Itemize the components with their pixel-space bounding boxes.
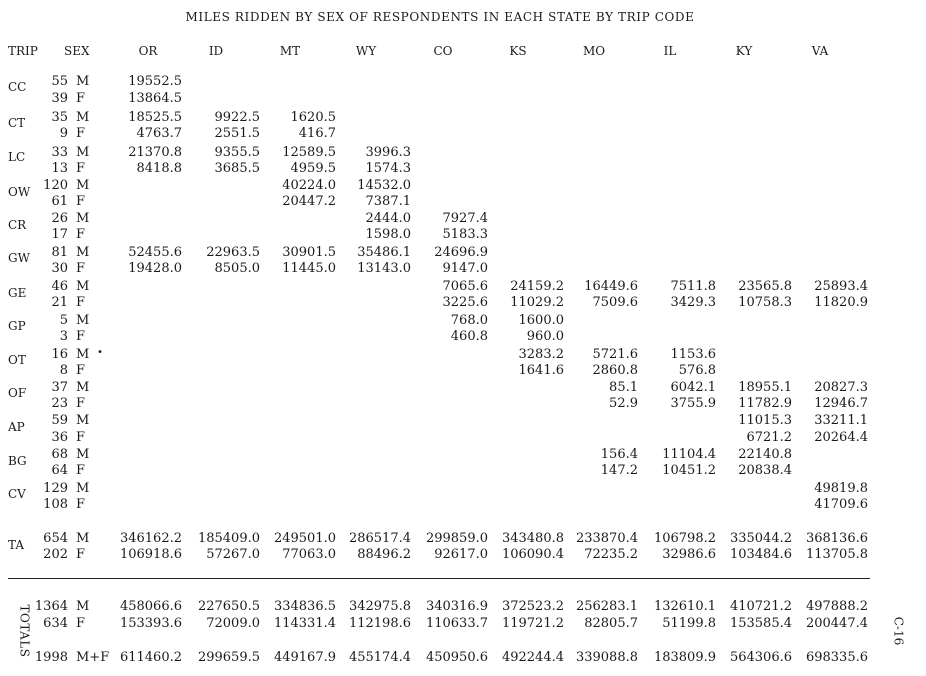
respondent-count: 33 <box>51 145 68 160</box>
miles-value-mo: 233870.4 <box>575 531 638 546</box>
miles-value-va: 113705.8 <box>805 547 868 562</box>
respondent-count: 17 <box>51 227 68 242</box>
totals-divider <box>8 578 870 579</box>
trip-code: GW <box>8 251 30 265</box>
miles-value-co: 340316.9 <box>425 599 488 614</box>
miles-value-mt: 11445.0 <box>282 261 336 276</box>
respondent-count: 129 <box>43 481 68 496</box>
miles-value-or: 21370.8 <box>128 145 182 160</box>
sex-code: M <box>76 531 90 546</box>
page-title: MILES RIDDEN BY SEX OF RESPONDENTS IN EACH STATE BY TRIP CODE <box>185 10 695 24</box>
trip-code: TA <box>8 538 25 552</box>
sex-code: F <box>76 161 86 176</box>
miles-value-mo: 339088.8 <box>575 650 638 665</box>
miles-value-wy: 3996.3 <box>365 145 411 160</box>
respondent-count: 634 <box>43 616 68 631</box>
miles-value-il: 3429.3 <box>670 295 716 310</box>
trip-code: OF <box>8 386 27 400</box>
table-row <box>0 380 926 395</box>
miles-value-mo: 2860.8 <box>592 363 638 378</box>
trip-code: LC <box>8 150 26 164</box>
miles-value-il: 7511.8 <box>670 279 716 294</box>
miles-value-va: 20264.4 <box>814 430 868 445</box>
respondent-count: 16 <box>51 347 68 362</box>
sex-code: F <box>76 295 86 310</box>
trip-code: OT <box>8 353 26 367</box>
miles-value-id: 227650.5 <box>197 599 260 614</box>
table-row <box>0 227 926 242</box>
miles-value-va: 49819.8 <box>814 481 868 496</box>
table-row <box>0 145 926 160</box>
miles-value-ky: 20838.4 <box>738 463 792 478</box>
sex-code: F <box>76 126 86 141</box>
table-row <box>0 329 926 344</box>
table-row <box>0 396 926 411</box>
miles-value-mt: 449167.9 <box>273 650 336 665</box>
sex-code: M <box>76 211 90 226</box>
table-row <box>0 616 926 631</box>
miles-value-mt: 114331.4 <box>273 616 336 631</box>
miles-value-va: 200447.4 <box>805 616 868 631</box>
miles-value-co: 92617.0 <box>434 547 488 562</box>
respondent-count: 36 <box>51 430 68 445</box>
miles-value-ky: 153585.4 <box>729 616 792 631</box>
miles-value-mt: 20447.2 <box>282 194 336 209</box>
miles-value-ky: 335044.2 <box>729 531 792 546</box>
miles-value-id: 9922.5 <box>214 110 260 125</box>
trip-code: BG <box>8 454 27 468</box>
respondent-count: 46 <box>51 279 68 294</box>
miles-value-ks: 3283.2 <box>518 347 564 362</box>
miles-value-or: 13864.5 <box>128 91 182 106</box>
miles-value-co: 7065.6 <box>442 279 488 294</box>
miles-value-ks: 1600.0 <box>518 313 564 328</box>
miles-value-ks: 11029.2 <box>510 295 564 310</box>
miles-value-va: 25893.4 <box>814 279 868 294</box>
sex-code: M <box>76 599 90 614</box>
miles-value-wy: 7387.1 <box>365 194 411 209</box>
table-row <box>0 313 926 328</box>
trip-code: CC <box>8 80 27 94</box>
miles-value-mt: 12589.5 <box>282 145 336 160</box>
miles-value-mo: 85.1 <box>609 380 638 395</box>
respondent-count: 108 <box>43 497 68 512</box>
respondent-count: 39 <box>51 91 68 106</box>
miles-value-mo: 52.9 <box>609 396 638 411</box>
table-row <box>0 413 926 428</box>
table-row <box>0 481 926 496</box>
sex-code: F <box>76 194 86 209</box>
miles-value-il: 183809.9 <box>653 650 716 665</box>
respondent-count: 8 <box>59 363 68 378</box>
sex-code: F <box>76 329 86 344</box>
header-state-va: VA <box>811 44 829 58</box>
miles-value-va: 41709.6 <box>814 497 868 512</box>
miles-value-wy: 342975.8 <box>348 599 411 614</box>
miles-value-or: 19552.5 <box>128 74 182 89</box>
miles-value-ky: 23565.8 <box>738 279 792 294</box>
header-state-ky: KY <box>735 44 753 58</box>
miles-value-va: 698335.6 <box>805 650 868 665</box>
miles-value-co: 110633.7 <box>425 616 488 631</box>
header-state-il: IL <box>663 44 677 58</box>
miles-value-or: 346162.2 <box>119 531 182 546</box>
miles-value-co: 5183.3 <box>442 227 488 242</box>
trip-code: CV <box>8 487 26 501</box>
respondent-count: 55 <box>51 74 68 89</box>
sex-code: F <box>76 497 86 512</box>
miles-value-ky: 18955.1 <box>738 380 792 395</box>
sex-code: M <box>76 110 90 125</box>
miles-value-co: 768.0 <box>450 313 488 328</box>
respondent-count: 23 <box>51 396 68 411</box>
miles-value-or: 4763.7 <box>136 126 182 141</box>
sex-code: M <box>76 74 90 89</box>
sex-code: F <box>76 227 86 242</box>
miles-value-mo: 256283.1 <box>575 599 638 614</box>
miles-value-il: 132610.1 <box>653 599 716 614</box>
respondent-count: 81 <box>51 245 68 260</box>
miles-value-ks: 372523.2 <box>501 599 564 614</box>
miles-value-or: 52455.6 <box>128 245 182 260</box>
miles-value-co: 450950.6 <box>425 650 488 665</box>
sex-code: F <box>76 363 86 378</box>
sex-code: M <box>76 178 90 193</box>
miles-value-va: 33211.1 <box>814 413 868 428</box>
header-sex: SEX <box>64 44 90 58</box>
table-row <box>0 261 926 276</box>
miles-value-mo: 147.2 <box>600 463 638 478</box>
sex-code: M <box>76 245 90 260</box>
sex-code: M+F <box>76 650 110 665</box>
header-state-wy: WY <box>355 44 377 58</box>
miles-value-id: 185409.0 <box>197 531 260 546</box>
miles-value-mt: 4959.5 <box>290 161 336 176</box>
respondent-count: 59 <box>51 413 68 428</box>
sex-code: M <box>76 380 90 395</box>
table-row <box>0 430 926 445</box>
miles-value-id: 22963.5 <box>206 245 260 260</box>
miles-value-co: 7927.4 <box>442 211 488 226</box>
miles-value-ky: 22140.8 <box>738 447 792 462</box>
miles-value-va: 497888.2 <box>805 599 868 614</box>
sex-code: F <box>76 463 86 478</box>
respondent-count: 654 <box>43 531 68 546</box>
respondent-count: 202 <box>43 547 68 562</box>
miles-value-ky: 6721.2 <box>746 430 792 445</box>
miles-value-ky: 10758.3 <box>738 295 792 310</box>
miles-value-il: 10451.2 <box>662 463 716 478</box>
respondent-count: 68 <box>51 447 68 462</box>
respondent-count: 26 <box>51 211 68 226</box>
miles-value-co: 299859.0 <box>425 531 488 546</box>
sex-code: M <box>76 481 90 496</box>
miles-value-mo: 72235.2 <box>584 547 638 562</box>
miles-value-wy: 88496.2 <box>357 547 411 562</box>
miles-value-wy: 14532.0 <box>357 178 411 193</box>
miles-value-mt: 416.7 <box>298 126 336 141</box>
header-state-co: CO <box>433 44 453 58</box>
respondent-count: 120 <box>43 178 68 193</box>
header-state-or: OR <box>138 44 158 58</box>
table-row <box>0 599 926 614</box>
table-row <box>0 279 926 294</box>
miles-value-ky: 410721.2 <box>729 599 792 614</box>
sex-code: F <box>76 430 86 445</box>
respondent-count: 61 <box>51 194 68 209</box>
totals-label: TOTALS <box>17 604 32 658</box>
sex-code: F <box>76 396 86 411</box>
miles-value-ks: 1641.6 <box>518 363 564 378</box>
miles-value-ks: 960.0 <box>526 329 564 344</box>
trip-code: OW <box>8 185 31 199</box>
miles-value-il: 11104.4 <box>662 447 716 462</box>
miles-value-or: 8418.8 <box>136 161 182 176</box>
trip-code: GE <box>8 286 27 300</box>
miles-value-il: 32986.6 <box>662 547 716 562</box>
respondent-count: 3 <box>59 329 68 344</box>
respondent-count: 1998 <box>34 650 68 665</box>
sex-code: M <box>76 145 90 160</box>
table-row <box>0 126 926 141</box>
miles-value-il: 106798.2 <box>653 531 716 546</box>
miles-value-va: 368136.6 <box>805 531 868 546</box>
trip-code: CT <box>8 116 26 130</box>
miles-value-or: 19428.0 <box>128 261 182 276</box>
table-row <box>0 245 926 260</box>
table-row <box>0 178 926 193</box>
miles-value-or: 106918.6 <box>119 547 182 562</box>
miles-value-mo: 82805.7 <box>584 616 638 631</box>
miles-value-ky: 11015.3 <box>738 413 792 428</box>
respondent-count: 21 <box>51 295 68 310</box>
miles-value-ks: 343480.8 <box>501 531 564 546</box>
header-state-mo: MO <box>582 44 606 58</box>
table-row <box>0 161 926 176</box>
respondent-count: 64 <box>51 463 68 478</box>
sex-code: M <box>76 413 90 428</box>
miles-value-co: 9147.0 <box>442 261 488 276</box>
table-row <box>0 463 926 478</box>
miles-value-wy: 455174.4 <box>348 650 411 665</box>
miles-value-ky: 103484.6 <box>729 547 792 562</box>
trip-code: GP <box>8 319 26 333</box>
header-trip: TRIP <box>8 44 38 58</box>
table-row <box>0 74 926 89</box>
miles-value-id: 2551.5 <box>214 126 260 141</box>
miles-value-ky: 564306.6 <box>729 650 792 665</box>
miles-value-co: 24696.9 <box>434 245 488 260</box>
miles-value-id: 8505.0 <box>214 261 260 276</box>
miles-value-id: 299659.5 <box>197 650 260 665</box>
miles-value-va: 11820.9 <box>814 295 868 310</box>
miles-value-ks: 492244.4 <box>501 650 564 665</box>
miles-value-id: 9355.5 <box>214 145 260 160</box>
sex-code: M <box>76 313 90 328</box>
table-row <box>0 531 926 546</box>
table-row <box>0 650 926 665</box>
table-row <box>0 363 926 378</box>
miles-value-wy: 13143.0 <box>357 261 411 276</box>
miles-value-mt: 1620.5 <box>290 110 336 125</box>
respondent-count: 1364 <box>34 599 68 614</box>
table-row <box>0 447 926 462</box>
respondent-count: 37 <box>51 380 68 395</box>
miles-value-il: 1153.6 <box>670 347 716 362</box>
miles-value-wy: 2444.0 <box>365 211 411 226</box>
table-row <box>0 347 926 362</box>
sex-code: F <box>76 547 86 562</box>
miles-value-wy: 1574.3 <box>365 161 411 176</box>
sex-code: M <box>76 347 90 362</box>
sex-code: M <box>76 447 90 462</box>
miles-value-il: 3755.9 <box>670 396 716 411</box>
respondent-count: 13 <box>51 161 68 176</box>
miles-value-co: 3225.6 <box>442 295 488 310</box>
table-row <box>0 497 926 512</box>
miles-value-va: 12946.7 <box>814 396 868 411</box>
miles-value-il: 51199.8 <box>662 616 716 631</box>
miles-value-id: 57267.0 <box>206 547 260 562</box>
miles-value-or: 18525.5 <box>128 110 182 125</box>
table-row <box>0 211 926 226</box>
respondent-count: 30 <box>51 261 68 276</box>
miles-value-va: 20827.3 <box>814 380 868 395</box>
miles-value-mt: 40224.0 <box>282 178 336 193</box>
miles-value-or: 153393.6 <box>119 616 182 631</box>
miles-value-co: 460.8 <box>450 329 488 344</box>
miles-value-mo: 7509.6 <box>592 295 638 310</box>
miles-value-ky: 11782.9 <box>738 396 792 411</box>
miles-value-il: 6042.1 <box>670 380 716 395</box>
miles-value-wy: 112198.6 <box>348 616 411 631</box>
sex-code: M <box>76 279 90 294</box>
miles-value-mt: 334836.5 <box>273 599 336 614</box>
miles-value-mo: 5721.6 <box>592 347 638 362</box>
header-state-mt: MT <box>279 44 301 58</box>
miles-value-mt: 30901.5 <box>282 245 336 260</box>
table-row <box>0 110 926 125</box>
respondent-count: 9 <box>59 126 68 141</box>
miles-value-mt: 77063.0 <box>282 547 336 562</box>
miles-value-mo: 16449.6 <box>584 279 638 294</box>
miles-value-wy: 286517.4 <box>348 531 411 546</box>
miles-value-ks: 106090.4 <box>501 547 564 562</box>
respondent-count: 35 <box>51 110 68 125</box>
miles-value-ks: 24159.2 <box>510 279 564 294</box>
miles-value-wy: 1598.0 <box>365 227 411 242</box>
scan-mark: • <box>97 347 104 358</box>
miles-value-mo: 156.4 <box>600 447 638 462</box>
miles-value-wy: 35486.1 <box>357 245 411 260</box>
header-state-ks: KS <box>509 44 527 58</box>
page-number: C-16 <box>891 616 906 646</box>
table-row <box>0 547 926 562</box>
trip-code: CR <box>8 218 27 232</box>
miles-value-ks: 119721.2 <box>501 616 564 631</box>
miles-value-or: 611460.2 <box>119 650 182 665</box>
table-row <box>0 91 926 106</box>
respondent-count: 5 <box>59 313 68 328</box>
miles-value-il: 576.8 <box>678 363 716 378</box>
miles-value-id: 72009.0 <box>206 616 260 631</box>
sex-code: F <box>76 91 86 106</box>
sex-code: F <box>76 616 86 631</box>
miles-value-or: 458066.6 <box>119 599 182 614</box>
header-state-id: ID <box>208 44 224 58</box>
trip-code: AP <box>8 420 25 434</box>
miles-value-mt: 249501.0 <box>273 531 336 546</box>
table-row <box>0 194 926 209</box>
sex-code: F <box>76 261 86 276</box>
table-row <box>0 295 926 310</box>
miles-value-id: 3685.5 <box>214 161 260 176</box>
